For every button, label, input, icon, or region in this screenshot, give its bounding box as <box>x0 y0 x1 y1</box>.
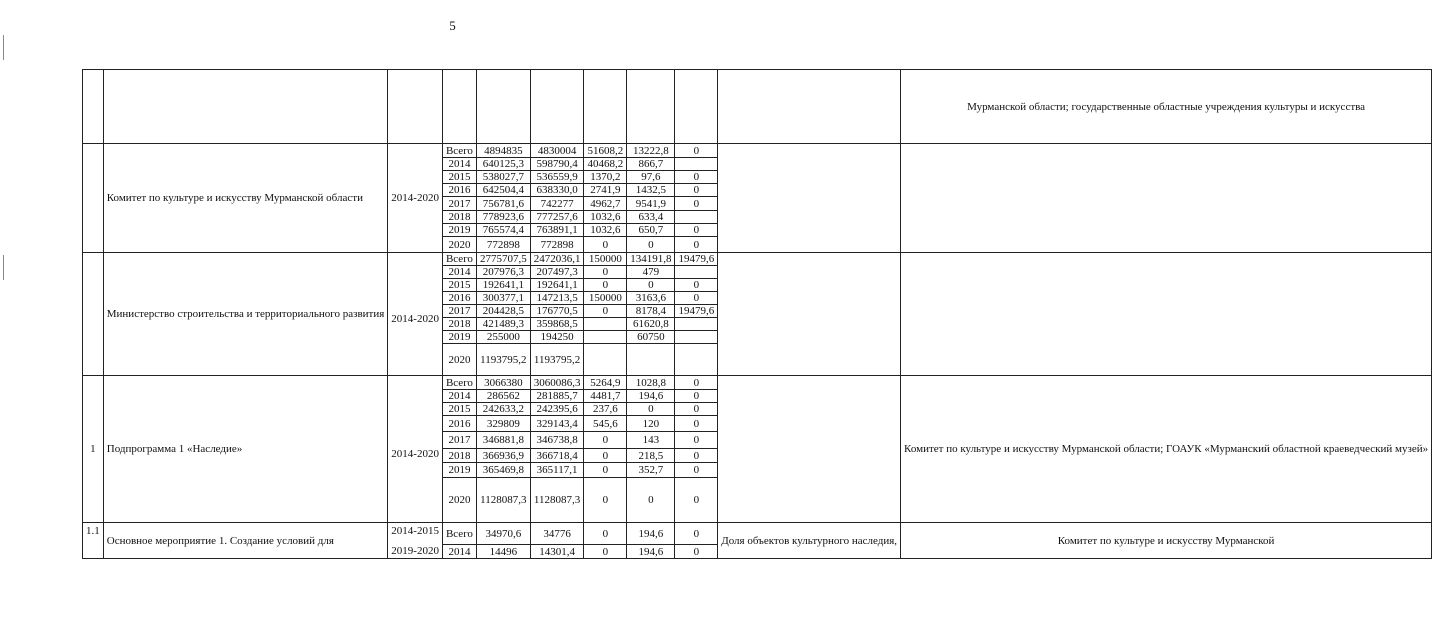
table-cell: 2020 <box>442 237 476 253</box>
table-cell: 1432,5 <box>627 184 675 197</box>
table-cell: 14301,4 <box>530 545 584 559</box>
table-cell: 286562 <box>476 390 530 403</box>
section-name: Основное мероприятие 1. Создание условий для <box>103 523 388 559</box>
table-cell: 2741,9 <box>584 184 627 197</box>
table-cell: 536559,9 <box>530 171 584 184</box>
table-cell: 2016 <box>442 184 476 197</box>
table-cell: 242633,2 <box>476 403 530 416</box>
table-cell: 0 <box>675 292 718 305</box>
table-cell: Всего <box>442 253 476 266</box>
table-cell: 150000 <box>584 292 627 305</box>
table-cell: Всего <box>442 376 476 390</box>
table-cell: 8178,4 <box>627 305 675 318</box>
table-cell: 2016 <box>442 292 476 305</box>
table-cell: 237,6 <box>584 403 627 416</box>
table-cell: 2018 <box>442 211 476 224</box>
table-cell: 0 <box>675 171 718 184</box>
table-cell: 0 <box>627 279 675 292</box>
table-cell: 329143,4 <box>530 416 584 432</box>
table-cell: 204428,5 <box>476 305 530 318</box>
table-cell: 150000 <box>584 253 627 266</box>
table-cell: 218,5 <box>627 449 675 463</box>
table-cell <box>675 211 718 224</box>
table-cell: 2018 <box>442 318 476 331</box>
table-cell: 5264,9 <box>584 376 627 390</box>
table-cell: 2019 <box>442 224 476 237</box>
table-cell: 14496 <box>476 545 530 559</box>
table-cell: 0 <box>675 478 718 523</box>
table-cell <box>675 266 718 279</box>
section-period: 2014-2020 <box>388 253 443 376</box>
table-row <box>83 523 1432 545</box>
table-cell: 0 <box>675 463 718 478</box>
table-cell: 0 <box>675 144 718 158</box>
table-cell: 366936,9 <box>476 449 530 463</box>
table-cell: 13222,8 <box>627 144 675 158</box>
table-cell: 2017 <box>442 432 476 449</box>
section-name: Подпрограмма 1 «Наследие» <box>103 376 388 523</box>
table-cell: 19479,6 <box>675 253 718 266</box>
table-cell: 194250 <box>530 331 584 344</box>
table-cell: 0 <box>675 197 718 211</box>
table-cell: 3163,6 <box>627 292 675 305</box>
table-cell: 0 <box>627 237 675 253</box>
row-index: 1.1 <box>83 523 104 559</box>
table-cell: 2020 <box>442 478 476 523</box>
table-cell: 60750 <box>627 331 675 344</box>
table-cell: 0 <box>675 237 718 253</box>
table-cell <box>584 344 627 376</box>
table-cell <box>675 331 718 344</box>
table-cell: 756781,6 <box>476 197 530 211</box>
table-cell: 0 <box>584 305 627 318</box>
table-cell: 1128087,3 <box>476 478 530 523</box>
table-cell: 365469,8 <box>476 463 530 478</box>
table-cell: 207497,3 <box>530 266 584 279</box>
table-cell: 2775707,5 <box>476 253 530 266</box>
table-cell: 633,4 <box>627 211 675 224</box>
table-cell: 1032,6 <box>584 211 627 224</box>
table-row <box>83 144 1432 158</box>
table-cell: 97,6 <box>627 171 675 184</box>
table-cell: 0 <box>675 416 718 432</box>
table-cell: 3066380 <box>476 376 530 390</box>
table-cell <box>627 344 675 376</box>
table-cell: 2016 <box>442 416 476 432</box>
table-cell: 0 <box>675 224 718 237</box>
table-cell: 366718,4 <box>530 449 584 463</box>
indicator-cell: Доля объектов культурного наследия, <box>718 523 901 559</box>
section-period: 2014-2020 <box>388 376 443 523</box>
section-period: 2014-2015 2019-2020 <box>388 523 443 559</box>
table-cell: 34776 <box>530 523 584 545</box>
table-cell: 0 <box>584 432 627 449</box>
executor-cell: Комитет по культуре и искусству Мурманской <box>901 523 1432 559</box>
table-cell: 0 <box>584 279 627 292</box>
table-cell: 598790,4 <box>530 158 584 171</box>
table-cell: 2014 <box>442 266 476 279</box>
table-cell: 0 <box>584 449 627 463</box>
table-cell: 4962,7 <box>584 197 627 211</box>
table-cell: 777257,6 <box>530 211 584 224</box>
table-cell: 0 <box>584 523 627 545</box>
table-cell: 2472036,1 <box>530 253 584 266</box>
table-cell: 0 <box>675 432 718 449</box>
table-cell: 0 <box>584 545 627 559</box>
continuation-row <box>83 70 1432 144</box>
scan-edge-mark <box>3 35 4 60</box>
table-cell: 0 <box>675 184 718 197</box>
table-cell: 194,6 <box>627 390 675 403</box>
table-cell: 866,7 <box>627 158 675 171</box>
table-cell <box>675 318 718 331</box>
table-cell: 772898 <box>476 237 530 253</box>
table-cell: 2019 <box>442 331 476 344</box>
table-row <box>83 376 1432 390</box>
table-cell: 2014 <box>442 545 476 559</box>
table-cell: 742277 <box>530 197 584 211</box>
table-cell: 1028,8 <box>627 376 675 390</box>
table-cell: 2015 <box>442 279 476 292</box>
table-cell: Всего <box>442 523 476 545</box>
table-cell <box>675 158 718 171</box>
table-cell: 2014 <box>442 390 476 403</box>
table-cell: 2014 <box>442 158 476 171</box>
table-cell: 2015 <box>442 403 476 416</box>
table-row <box>83 253 1432 266</box>
table-cell: 0 <box>675 390 718 403</box>
table-cell: 194,6 <box>627 545 675 559</box>
table-cell: 192641,1 <box>476 279 530 292</box>
page-number: 5 <box>449 18 456 33</box>
section-period: 2014-2020 <box>388 144 443 253</box>
table-cell: 1128087,3 <box>530 478 584 523</box>
table-cell: 147213,5 <box>530 292 584 305</box>
table-cell: 40468,2 <box>584 158 627 171</box>
table-cell: 4830004 <box>530 144 584 158</box>
table-cell: 3060086,3 <box>530 376 584 390</box>
table-cell: 2019 <box>442 463 476 478</box>
table-cell: 650,7 <box>627 224 675 237</box>
table-cell: 346738,8 <box>530 432 584 449</box>
table-cell: 2017 <box>442 305 476 318</box>
table-cell: 1193795,2 <box>476 344 530 376</box>
table-cell: Всего <box>442 144 476 158</box>
table-cell: 2017 <box>442 197 476 211</box>
table-cell: 772898 <box>530 237 584 253</box>
table-cell: 365117,1 <box>530 463 584 478</box>
table-cell: 0 <box>675 545 718 559</box>
section-name: Комитет по культуре и искусству Мурманской области <box>103 144 388 253</box>
section-name: Министерство строительства и территориального развития <box>103 253 388 376</box>
table-cell: 1193795,2 <box>530 344 584 376</box>
table-cell: 192641,1 <box>530 279 584 292</box>
table-cell: 346881,8 <box>476 432 530 449</box>
table-cell: 255000 <box>476 331 530 344</box>
table-cell: 281885,7 <box>530 390 584 403</box>
table-cell: 4894835 <box>476 144 530 158</box>
table-cell: 34970,6 <box>476 523 530 545</box>
table-cell: 479 <box>627 266 675 279</box>
table-cell: 0 <box>675 279 718 292</box>
table-cell: 638330,0 <box>530 184 584 197</box>
table-cell: 2018 <box>442 449 476 463</box>
table-cell: 0 <box>675 403 718 416</box>
table-cell: 51608,2 <box>584 144 627 158</box>
table-cell <box>584 331 627 344</box>
table-cell: 2015 <box>442 171 476 184</box>
table-cell <box>675 344 718 376</box>
table-cell: 0 <box>675 523 718 545</box>
table-cell: 778923,6 <box>476 211 530 224</box>
table-cell: 194,6 <box>627 523 675 545</box>
table-cell: 4481,7 <box>584 390 627 403</box>
table-cell: 61620,8 <box>627 318 675 331</box>
table-cell <box>584 318 627 331</box>
table-cell: 0 <box>627 478 675 523</box>
table-cell: 9541,9 <box>627 197 675 211</box>
table-cell: 1370,2 <box>584 171 627 184</box>
table-cell: 0 <box>584 237 627 253</box>
table-cell: 0 <box>584 463 627 478</box>
table-cell: 763891,1 <box>530 224 584 237</box>
table-cell: 207976,3 <box>476 266 530 279</box>
table-cell: 0 <box>584 478 627 523</box>
table-cell: 765574,4 <box>476 224 530 237</box>
table-cell: 538027,7 <box>476 171 530 184</box>
row-index: 1 <box>83 376 104 523</box>
table-cell: 1032,6 <box>584 224 627 237</box>
budget-table <box>82 69 1432 559</box>
table-cell: 242395,6 <box>530 403 584 416</box>
table-cell: 545,6 <box>584 416 627 432</box>
executor-cell: Комитет по культуре и искусству Мурманской области; ГОАУК «Мурманский областной краеведческий музей» <box>901 376 1432 523</box>
table-cell: 300377,1 <box>476 292 530 305</box>
table-cell: 359868,5 <box>530 318 584 331</box>
table-cell: 352,7 <box>627 463 675 478</box>
table-cell: 642504,4 <box>476 184 530 197</box>
table-cell: 2020 <box>442 344 476 376</box>
table-cell: 329809 <box>476 416 530 432</box>
table-cell: 0 <box>627 403 675 416</box>
table-cell: 176770,5 <box>530 305 584 318</box>
scan-edge-mark <box>3 255 4 280</box>
table-cell: 0 <box>675 449 718 463</box>
table-cell: 0 <box>675 376 718 390</box>
table-cell: 421489,3 <box>476 318 530 331</box>
executor-cell: Мурманской области; государственные областные учреждения культуры и искусства <box>901 70 1432 144</box>
table-cell: 19479,6 <box>675 305 718 318</box>
table-cell: 134191,8 <box>627 253 675 266</box>
table-cell: 640125,3 <box>476 158 530 171</box>
table-cell: 120 <box>627 416 675 432</box>
table-cell: 0 <box>584 266 627 279</box>
table-cell: 143 <box>627 432 675 449</box>
